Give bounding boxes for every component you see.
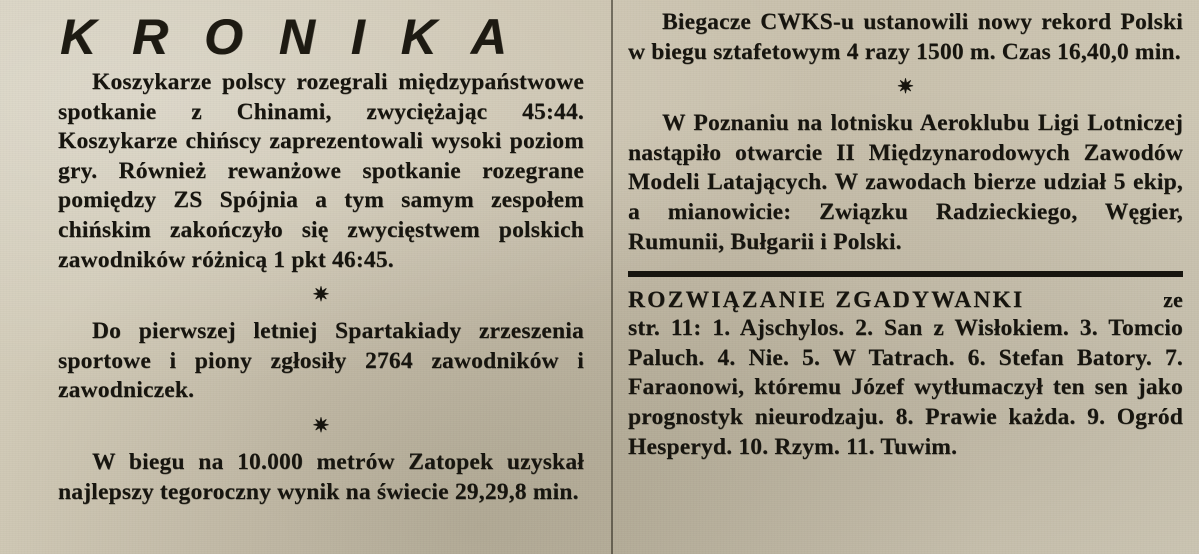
paragraph-zatopek: W biegu na 10.000 metrów Zatopek uzyskał najlepszy tegoroczny wynik na świecie 29,29,8 min. [58, 449, 584, 505]
paragraph-spartakiada: Do pierwszej letniej Spartakiady zrzeszenia sportowe i piony zgłosiły 2764 zawodników i zawodniczek. [58, 318, 584, 404]
separator-star: ✷ [897, 76, 914, 99]
page-title: K R O N I K A [60, 9, 518, 65]
separator-star: ✷ [312, 415, 330, 438]
right-column [610, 0, 1199, 554]
solution-heading-suffix: ze [1163, 287, 1183, 313]
section-divider-rule [628, 271, 1183, 277]
solution-heading-text: ROZWIĄZANIE ZGADYWANKI [628, 287, 1025, 314]
separator-star: ✷ [312, 284, 330, 307]
paragraph-relay-record: Biegacze CWKS-u ustanowili nowy rekord Polski w biegu sztafetowym 4 razy 1500 m. Czas 16,40,0 min. [628, 9, 1183, 65]
solution-answers: str. 11: 1. Ajschylos. 2. San z Wisłokiem. 3. Tomcio Paluch. 4. Nie. 5. W Tatrach. 6. Stefan Batory. 7. Faraonowi, któremu Józef wytłumaczył ten sen jako prognostyk nieurodzaju. 8. Prawie każda. 9. Ogród Hesperyd. 10. Rzym. 11. Tuwim. [628, 315, 1183, 460]
paragraph-basketball: Koszykarze polscy rozegrali międzypaństwowe spotkanie z Chinami, zwyciężając 45:44. Koszykarze chińscy zaprezentowali wysoki poziom gry. Również rewanżowe spotkanie rozegrane pomiędzy ZS Spójnia a tym samym zespołem chińskim zakończyło się zwycięstwem polskich zawodników różnicą 1 pkt 46:45. [58, 69, 584, 273]
paragraph-poznan-aeroclub: W Poznaniu na lotnisku Aeroklubu Ligi Lotniczej nastąpiło otwarcie II Międzynarodowych Zawodów Modeli Latających. W zawodach bierze udział 5 ekip, a mianowicie: Związku Radzieckiego, Węgier, Rumunii, Bułgarii i Polski. [628, 110, 1183, 255]
solution-heading [628, 287, 1183, 314]
